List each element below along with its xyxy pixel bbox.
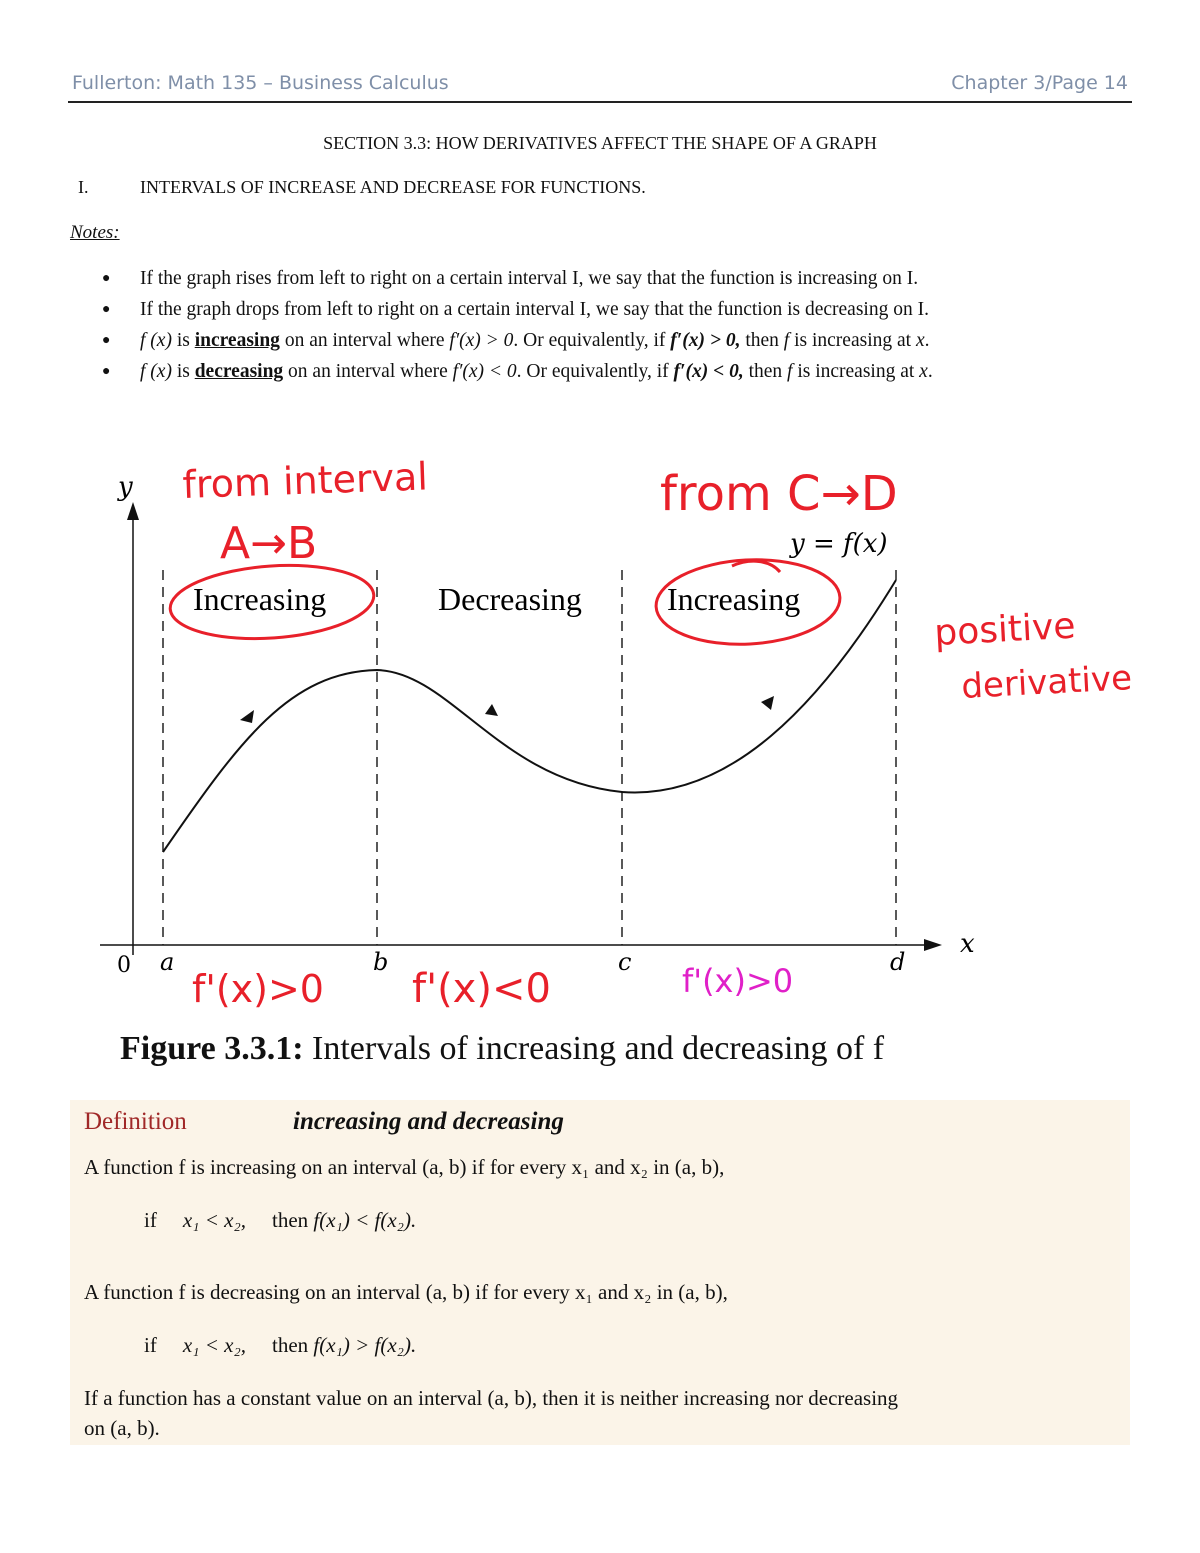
derivative-cond: f′(x) > 0: [449, 330, 514, 351]
definition-constant-2: on (a, b).: [84, 1416, 160, 1440]
text-frag: on an interval where: [279, 330, 450, 351]
annotation-top-left-1: from interval: [181, 454, 429, 507]
region-label-increasing-2: Increasing: [667, 581, 801, 617]
text-frag: then: [740, 330, 784, 351]
tick-c: c: [618, 948, 632, 976]
header-left: Fullerton: Math 135 – Business Calculus: [72, 72, 449, 94]
annotation-under-cd: f'(x)>0: [682, 962, 794, 1000]
function-label: y = f(x): [790, 529, 888, 559]
note-drops: ● If the graph drops from left to right on a certain interval I, we say that the function is decreasing on I.: [100, 295, 1140, 325]
derivative-cond: f′(x) < 0: [452, 361, 517, 382]
definition-decreasing-condition: [144, 1333, 416, 1358]
header-rule: [68, 101, 1132, 103]
y-axis-label: y: [118, 472, 133, 502]
annotation-tick-mark: [732, 561, 780, 572]
tick-a: a: [160, 948, 175, 976]
annotation-side-1: positive: [933, 605, 1077, 654]
x-symbol: x: [919, 361, 928, 382]
fx-symbol: f (x): [140, 330, 172, 351]
text-frag: . Or equivalently, if: [513, 330, 671, 351]
notes-label: Notes:: [70, 222, 120, 243]
text-frag: . Or equivalently, if: [516, 361, 674, 382]
region-label-decreasing: Decreasing: [438, 581, 582, 617]
f-symbol: f: [783, 330, 790, 351]
cond-if: if: [144, 1208, 157, 1232]
figure-caption: [120, 1030, 884, 1068]
fx-symbol: f (x): [140, 361, 172, 382]
definition-increasing: A function f is increasing on an interval (a, b) if for every x₁ and x₂ in (a, b),: [84, 1155, 725, 1179]
annotation-under-ab: f'(x)>0: [192, 967, 324, 1011]
decreasing-word: decreasing: [194, 361, 284, 382]
note-increasing: [100, 326, 1140, 356]
curve-arrow-1: [240, 710, 254, 723]
text-frag: is: [171, 361, 195, 382]
tick-d: d: [890, 948, 906, 976]
text-frag: on an interval where: [283, 361, 453, 382]
note-rises: ● If the graph rises from left to right on a certain interval I, we say that the function is increasing on I.: [100, 264, 1140, 294]
curve-arrow-3: [761, 696, 774, 710]
annotation-under-bc: f'(x)<0: [412, 966, 551, 1012]
note-decreasing: [100, 357, 1140, 387]
derivative-cond-2: f′(x) > 0,: [670, 330, 741, 351]
definition-box: [70, 1100, 1130, 1445]
increasing-decreasing-figure: [0, 440, 1200, 1020]
cond-conclusion: f(x₁) < f(x₂).: [313, 1208, 417, 1232]
text-frag: is increasing at: [789, 330, 916, 351]
annotation-top-left-2: A→B: [220, 518, 318, 569]
cond-premise: x₁ < x₂,: [182, 1333, 246, 1357]
curve-arrow-2: [485, 704, 498, 716]
text-frag: is: [171, 330, 195, 351]
annotation-side-2: derivative: [960, 658, 1133, 707]
function-curve: [163, 580, 896, 852]
annotation-top-right: from C→D: [660, 466, 898, 522]
cond-if: if: [144, 1333, 157, 1357]
definition-term: increasing and decreasing: [293, 1108, 564, 1135]
header-right: Chapter 3/Page 14: [951, 72, 1128, 94]
text-frag: then: [743, 361, 788, 382]
increasing-word: increasing: [194, 330, 280, 351]
cond-then: then: [272, 1208, 309, 1232]
x-symbol: x: [915, 330, 925, 351]
subsection-text: INTERVALS OF INCREASE AND DECREASE FOR FUNCTIONS.: [140, 177, 646, 197]
region-label-increasing-1: Increasing: [193, 581, 327, 617]
definition-heading: Definition: [84, 1108, 187, 1135]
caption-text: Intervals of increasing and decreasing of f: [303, 1030, 885, 1067]
caption-number: Figure 3.3.1:: [120, 1030, 304, 1067]
tick-b: b: [373, 948, 389, 976]
cond-then: then: [272, 1333, 309, 1357]
text-frag: is increasing at: [792, 361, 920, 382]
definition-constant-1: If a function has a constant value on an interval (a, b), then it is neither increasing nor decreasing: [84, 1386, 899, 1410]
notes-list: [100, 264, 1140, 388]
y-axis-arrow: [127, 502, 139, 520]
cond-conclusion: f(x₁) > f(x₂).: [313, 1333, 417, 1357]
definition-decreasing: A function f is decreasing on an interval (a, b) if for every x₁ and x₂ in (a, b),: [84, 1280, 728, 1304]
subsection-title: [78, 177, 646, 198]
section-title: SECTION 3.3: HOW DERIVATIVES AFFECT THE SHAPE OF A GRAPH: [323, 133, 877, 153]
x-axis-arrow: [924, 939, 942, 951]
definition-increasing-condition: [144, 1208, 416, 1233]
text-frag: .: [927, 361, 933, 382]
text-frag: .: [924, 330, 930, 351]
origin-label: 0: [117, 953, 131, 978]
f-symbol: f: [787, 361, 793, 382]
derivative-cond-2: f′(x) < 0,: [673, 361, 744, 382]
cond-premise: x₁ < x₂,: [182, 1208, 246, 1232]
subsection-number: I.: [78, 177, 89, 197]
x-axis-label: x: [960, 929, 975, 959]
